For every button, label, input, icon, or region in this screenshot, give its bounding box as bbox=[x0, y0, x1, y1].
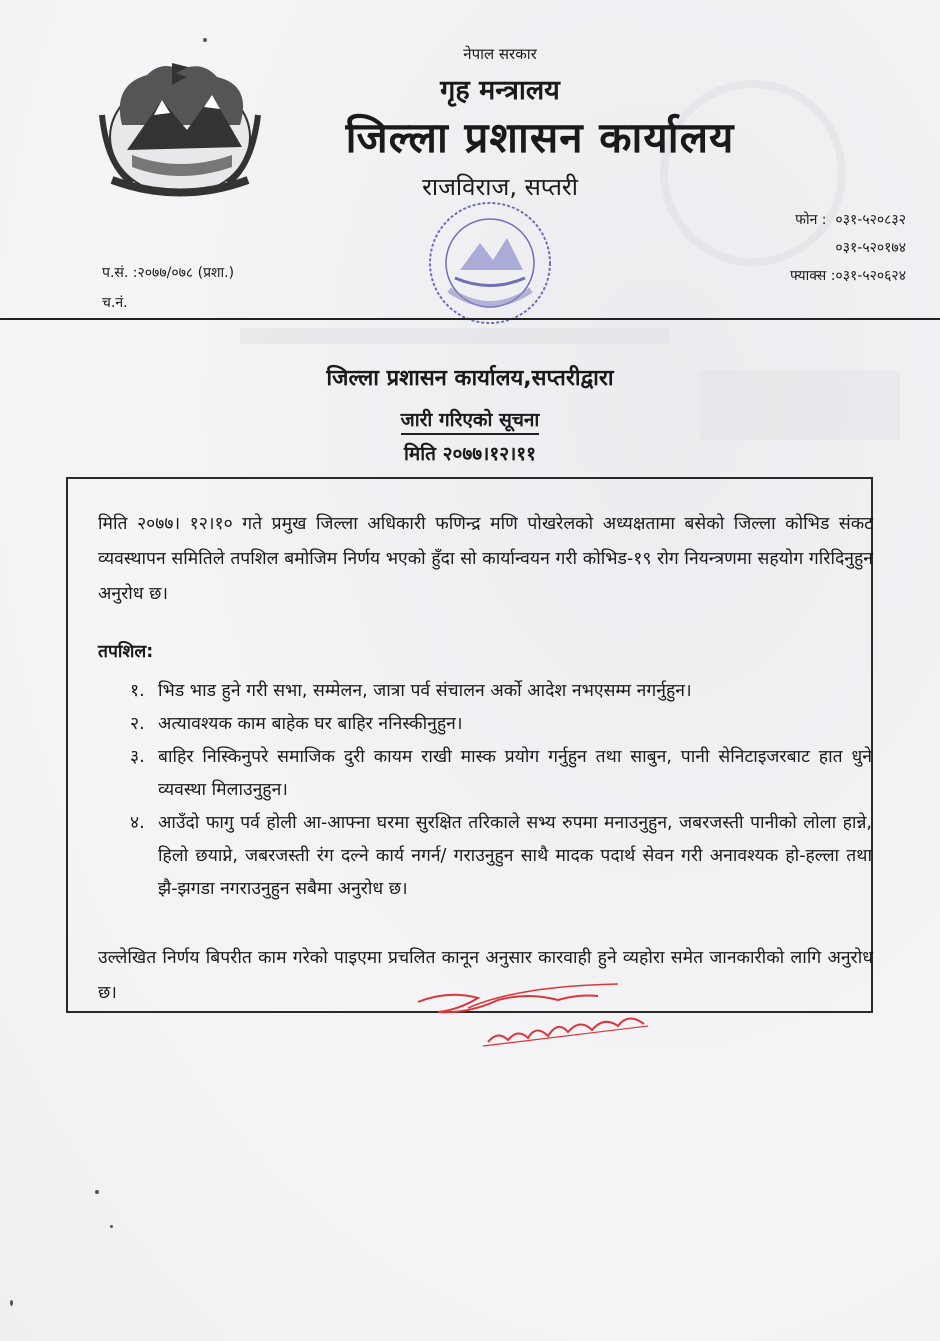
item-number: ४. bbox=[130, 813, 145, 833]
details-list-item bbox=[130, 807, 872, 906]
details-list-item bbox=[130, 741, 872, 807]
details-list-item bbox=[130, 675, 872, 708]
phone-row-1 bbox=[790, 206, 906, 234]
ministry-name: गृह मन्त्रालय bbox=[440, 75, 560, 106]
speck bbox=[203, 38, 207, 42]
item-text: अत्यावश्यक काम बाहेक घर बाहिर ननिस्कीनुहुन। bbox=[158, 714, 463, 734]
details-list bbox=[130, 675, 872, 906]
item-number: ३. bbox=[130, 747, 145, 767]
speck bbox=[110, 1225, 113, 1228]
bleed-through-line bbox=[240, 328, 670, 344]
notice-date: मिति २०७७।१२।११ bbox=[403, 443, 537, 465]
office-location: राजविराज, सप्तरी bbox=[422, 173, 578, 201]
speck bbox=[10, 1300, 13, 1306]
phone-label: फोन : bbox=[795, 212, 827, 228]
notice-body-box bbox=[66, 477, 873, 1013]
phone-number-2: ०३१-५२०१७४ bbox=[835, 240, 906, 256]
item-number: १. bbox=[130, 681, 145, 701]
handwritten-signature-icon bbox=[408, 980, 668, 1060]
item-text: बाहिर निस्किनुपरे समाजिक दुरी कायम राखी मास्क प्रयोग गर्नुहुन तथा साबुन, पानी सेनिटाइजरबाट हात धुने व्यवस्था मिलाउनुहुन। bbox=[158, 747, 872, 800]
contact-block bbox=[790, 206, 906, 290]
notice-heading: जिल्ला प्रशासन कार्यालय,सप्तरीद्वारा bbox=[326, 366, 614, 391]
letter-number: प.सं. :२०७७/०७८ (प्रशा.) bbox=[102, 265, 235, 281]
details-label: तपशिल: bbox=[98, 642, 154, 662]
item-text: भिड भाड हुने गरी सभा, सम्मेलन, जात्रा पर्व संचालन अर्को आदेश नभएसम्म नगर्नुहुन। bbox=[158, 681, 692, 701]
fax-number: ०३१-५२०६२४ bbox=[835, 268, 906, 284]
item-text: आउँदो फागु पर्व होली आ-आफ्ना घरमा सुरक्षित तरिकाले सभ्य रुपमा मनाउनुहुन, जबरजस्ती पानीको लोला हान्ने, हिलो छयाप्ने, जबरजस्ती रंग दल्ने कार्य नगर्न/ गराउनुहुन साथै मादक पदार्थ सेवन गरी अनावश्यक हो-हल्ला तथा झै-झगडा नगराउनुहुन सबैमा अनुरोध छ। bbox=[158, 813, 872, 899]
phone-row-2 bbox=[790, 234, 906, 262]
item-number: २. bbox=[130, 714, 145, 734]
dispatch-number: च.नं. bbox=[102, 295, 128, 311]
fax-label: फ्याक्स : bbox=[789, 268, 836, 284]
fax-row bbox=[790, 262, 906, 290]
closing-paragraph: उल्लेखित निर्णय बिपरीत काम गरेको पाइएमा प्रचलित कानून अनुसार कारवाही हुने व्यहोरा समेत जानकारीको लागि अनुरोध छ। bbox=[98, 948, 873, 1003]
reference-block bbox=[102, 258, 234, 318]
notice-subheading-wrap bbox=[0, 406, 940, 432]
speck bbox=[95, 1190, 99, 1194]
phone-number-1: ०३१-५२०८३२ bbox=[835, 212, 906, 228]
intro-paragraph: मिति २०७७। १२।१० गते प्रमुख जिल्ला अधिकारी फणिन्द्र मणि पोखरेलको अध्यक्षतामा बसेको जिल्ला कोभिड संकट व्यवस्थापन समितिले तपशिल बमोजिम निर्णय भएको हुँदा सो कार्यान्वयन गरी कोभिड-१९ रोग नियन्त्रणमा सहयोग गरिदिनुहुन अनुरोध छ। bbox=[98, 514, 873, 604]
office-name: जिल्ला प्रशासन कार्यालय bbox=[345, 113, 735, 162]
details-list-item bbox=[130, 708, 872, 741]
government-name: नेपाल सरकार bbox=[463, 45, 537, 63]
notice-subheading: जारी गरिएको सूचना bbox=[401, 409, 540, 435]
header-divider bbox=[0, 318, 940, 320]
official-stamp-icon bbox=[425, 198, 555, 328]
